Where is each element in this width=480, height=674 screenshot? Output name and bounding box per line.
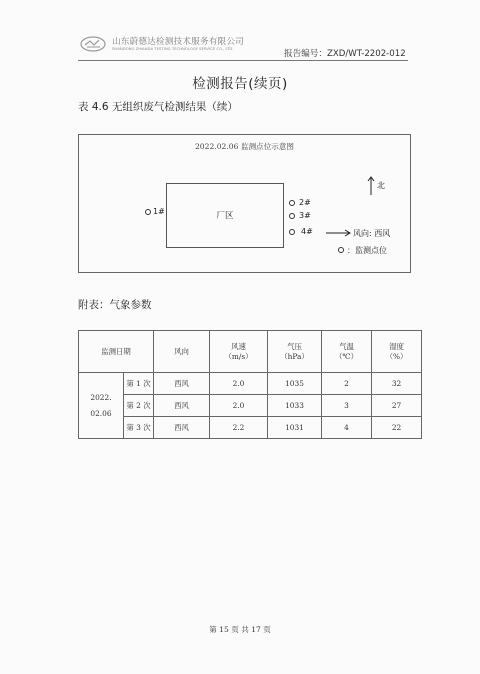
time-cell: 第 3 次 (124, 417, 154, 439)
legend-label: ：监测点位 (347, 246, 387, 255)
pressure-cell: 1031 (268, 417, 322, 439)
pressure-cell: 1033 (268, 395, 322, 417)
table-row (79, 395, 422, 417)
wind-direction-arrow-icon (325, 229, 351, 237)
header-wind-speed-label: 风速 (231, 341, 246, 351)
header-humidity-unit: （%） (385, 351, 408, 361)
wind-direction-cell: 西风 (154, 395, 210, 417)
humidity-cell: 27 (372, 395, 422, 417)
company-name-en: SHANDONG ZHIANDA TESTING TECHNOLOGY SERVICE CO., LTD. (112, 46, 234, 51)
header-humidity (372, 331, 422, 373)
temperature-cell: 4 (322, 417, 372, 439)
weather-table (78, 330, 422, 439)
header-divider (78, 60, 408, 61)
point-3-marker (289, 213, 295, 219)
wind-direction-cell: 西风 (154, 417, 210, 439)
time-cell: 第 1 次 (124, 373, 154, 395)
point-4-label: 4# (301, 227, 313, 236)
point-3-label: 3# (299, 211, 311, 220)
wind-speed-cell: 2.0 (210, 373, 268, 395)
north-arrow-icon (367, 176, 375, 196)
point-4-marker (289, 229, 295, 235)
time-cell: 第 2 次 (124, 395, 154, 417)
point-2-marker (289, 200, 295, 206)
wind-speed-cell: 2.0 (210, 395, 268, 417)
header-wind-speed (210, 331, 268, 373)
table-row (79, 373, 422, 395)
appendix-title: 附表：气象参数 (78, 299, 152, 311)
company-name-cn: 山东蔚德达检测技术服务有限公司 (112, 37, 244, 47)
legend-point-icon (338, 247, 344, 253)
humidity-cell: 22 (372, 417, 422, 439)
date-cell (79, 373, 124, 439)
factory-label: 厂区 (216, 211, 234, 221)
wind-direction-cell: 西风 (154, 373, 210, 395)
wind-speed-cell: 2.2 (210, 417, 268, 439)
point-1-marker (145, 209, 151, 215)
header-pressure-label: 气压 (287, 341, 302, 351)
header-pressure-unit: （hPa） (280, 351, 309, 361)
header-temperature-label: 气温 (339, 341, 354, 351)
wind-direction-label: 风向: 西风 (353, 229, 391, 238)
header-humidity-label: 湿度 (389, 341, 404, 351)
header-temperature (322, 331, 372, 373)
date-line-2: 02.06 (90, 408, 112, 418)
company-logo-icon (80, 36, 106, 52)
report-number: 报告编号：ZXD/WT-2202-012 (284, 49, 406, 59)
date-line-1: 2022. (90, 392, 112, 402)
temperature-cell: 3 (322, 395, 372, 417)
pressure-cell: 1035 (268, 373, 322, 395)
table-row (79, 417, 422, 439)
header-wind-direction: 风向 (154, 331, 210, 373)
page-title: 检测报告(续页) (192, 76, 288, 92)
humidity-cell: 32 (372, 373, 422, 395)
header-temperature-unit: （℃） (334, 351, 359, 361)
table-title: 表 4.6 无组织废气检测结果（续） (78, 101, 238, 113)
header-pressure (268, 331, 322, 373)
temperature-cell: 2 (322, 373, 372, 395)
map-title: 2022.02.06 监测点位示意图 (194, 142, 295, 151)
header-date: 监测日期 (79, 331, 154, 373)
weather-table-header (79, 331, 422, 373)
point-1-label: 1# (153, 207, 165, 216)
north-label: 北 (377, 181, 385, 190)
header-wind-speed-unit: （m/s） (224, 351, 253, 361)
point-2-label: 2# (299, 198, 311, 207)
page-footer: 第 15 页 共 17 页 (209, 625, 271, 634)
